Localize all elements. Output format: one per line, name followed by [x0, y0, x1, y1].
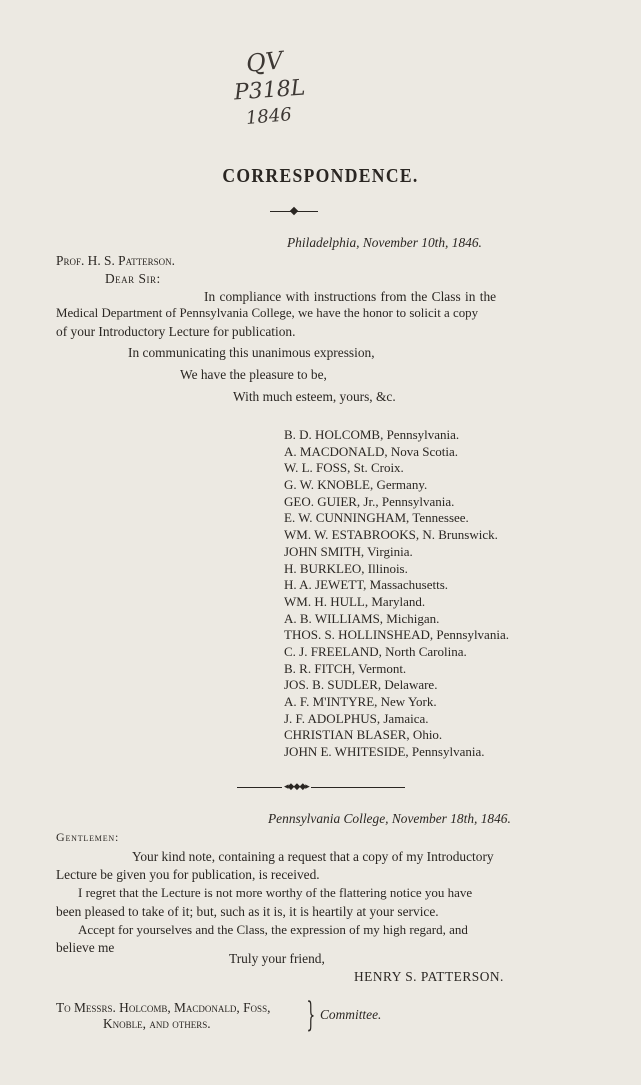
- letter2-body-line4: been pleased to take of it; but, such as it is, it is heartily at your service.: [56, 904, 439, 919]
- handwritten-call-number-line2: P318L: [233, 75, 307, 106]
- letter1-body-line1: In compliance with instructions from the Class in the: [204, 289, 497, 304]
- signatory-name: C. J. FREELAND, North Carolina.: [284, 643, 467, 659]
- brace-icon: }: [306, 995, 316, 1035]
- letter2-dateline: Pennsylvania College, November 18th, 1846.: [268, 811, 511, 826]
- signatory-name: A. B. WILLIAMS, Michigan.: [284, 610, 440, 626]
- signatory-name: JOS. B. SUDLER, Delaware.: [284, 677, 438, 693]
- letter2-closing: Truly your friend,: [229, 951, 325, 966]
- letter2-signature: HENRY S. PATTERSON.: [354, 969, 504, 984]
- letter2-salutation: Gentlemen:: [56, 830, 120, 844]
- letter2-body-line1: Your kind note, containing a request that a copy of my Introductory: [132, 849, 494, 864]
- page-title: CORRESPONDENCE.: [222, 165, 419, 187]
- address-line1: To Messrs. Holcomb, Macdonald, Foss,: [56, 1000, 271, 1015]
- signatory-name: G. W. KNOBLE, Germany.: [284, 477, 428, 493]
- signatory-name: THOS. S. HOLLINSHEAD, Pennsylvania.: [284, 627, 509, 643]
- letter1-esteem-line: With much esteem, yours, &c.: [233, 389, 396, 404]
- signatory-name: A. MACDONALD, Nova Scotia.: [284, 443, 459, 459]
- ornament-icon: ◂◆◆◆▸: [284, 781, 309, 791]
- committee-label: Committee.: [320, 1007, 382, 1022]
- letter1-dateline: Philadelphia, November 10th, 1846.: [287, 235, 482, 250]
- signatory-name: A. F. M'INTYRE, New York.: [284, 694, 437, 709]
- signatory-name: W. L. FOSS, St. Croix.: [284, 460, 404, 476]
- signatory-name: H. BURKLEO, Illinois.: [284, 560, 408, 576]
- letter1-communicating-line: In communicating this unanimous expression,: [128, 345, 375, 360]
- signatory-name: J. F. ADOLPHUS, Jamaica.: [284, 710, 429, 726]
- diamond-ornament-icon: [290, 207, 298, 215]
- signatory-name: H. A. JEWETT, Massachusetts.: [284, 577, 449, 593]
- letter1-salutation: Dear Sir:: [105, 271, 161, 286]
- signatory-name: B. R. FITCH, Vermont.: [284, 660, 407, 676]
- handwritten-call-number-line1: QV: [244, 46, 285, 78]
- signatory-list: [284, 427, 509, 761]
- ornamental-rule-divider: [237, 787, 405, 788]
- signatory-name: GEO. GUIER, Jr., Pennsylvania.: [284, 493, 455, 509]
- signatory-name: WM. W. ESTABROOKS, N. Brunswick.: [284, 527, 498, 543]
- signatory-name: CHRISTIAN BLASER, Ohio.: [284, 727, 443, 743]
- signatory-name: B. D. HOLCOMB, Pennsylvania.: [284, 427, 460, 442]
- letter1-body-line3: of your Introductory Lecture for publication.: [56, 324, 296, 339]
- signatory-name: E. W. CUNNINGHAM, Tennessee.: [284, 510, 469, 526]
- signatory-name: JOHN E. WHITESIDE, Pennsylvania.: [284, 744, 485, 760]
- signatory-name: WM. H. HULL, Maryland.: [284, 593, 426, 609]
- letter2-body-line5: Accept for yourselves and the Class, the expression of my high regard, and: [78, 922, 468, 937]
- letter1-body-line2: Medical Department of Pennsylvania College, we have the honor to solicit a copy: [56, 306, 479, 320]
- signatory-name: JOHN SMITH, Virginia.: [284, 543, 413, 559]
- letter1-pleasure-line: We have the pleasure to be,: [180, 367, 327, 382]
- letter2-body-line3: I regret that the Lecture is not more worthy of the flattering notice you have: [78, 885, 473, 900]
- letter2-body-line2: Lecture be given you for publication, is received.: [56, 867, 320, 882]
- handwritten-call-number-line3: 1846: [245, 104, 293, 129]
- address-line2: Knoble, and others.: [103, 1016, 211, 1031]
- letter1-recipient: Prof. H. S. Patterson.: [56, 253, 175, 268]
- letter2-body-line6: believe me: [56, 940, 115, 955]
